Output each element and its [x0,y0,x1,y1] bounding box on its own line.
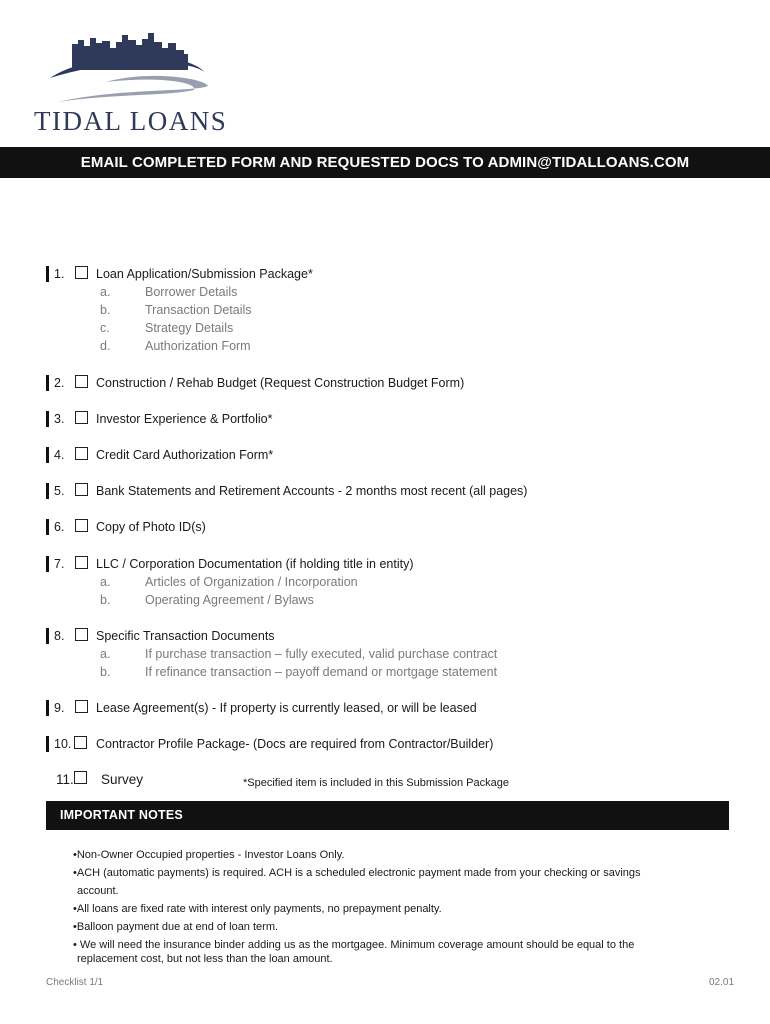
sub-item-text: If refinance transaction – payoff demand or mortgage statement [145,665,498,679]
item-marker-bar [46,483,49,499]
item-number: 2. [54,376,65,390]
sub-item-letter: a. [100,285,111,299]
note-item [73,920,278,934]
note-line: •Balloon payment due at end of loan term. [73,921,279,933]
sub-item-text: Transaction Details [145,303,252,317]
item-checkbox[interactable] [75,411,88,424]
item-label: Investor Experience & Portfolio* [96,412,273,426]
sub-item-text: Strategy Details [145,321,234,335]
item-number: 10. [54,737,72,751]
item-marker-bar [46,519,49,535]
item-marker-bar [46,266,49,282]
item-checkbox[interactable] [75,628,88,641]
note-line: account. [77,885,119,897]
item-marker-bar [46,447,49,463]
sub-item-letter: b. [100,593,111,607]
item-checkbox[interactable] [75,700,88,713]
item-label: Lease Agreement(s) - If property is currently leased, or will be leased [96,701,477,715]
note-line: •Non-Owner Occupied properties - Investor Loans Only. [73,849,345,861]
sub-item-text: Authorization Form [145,339,251,353]
item-marker-bar [46,411,49,427]
item-label: Copy of Photo ID(s) [96,520,206,534]
footnote: *Specified item is included in this Submission Package [243,777,509,789]
sub-item-letter: b. [100,303,111,317]
sub-item-text: Operating Agreement / Bylaws [145,593,314,607]
item-number: 9. [54,701,65,715]
note-line: •ACH (automatic payments) is required. ACH is a scheduled electronic payment made from your checking or savings [73,867,641,879]
item-number: 4. [54,448,65,462]
sub-item-letter: a. [100,647,111,661]
item-number: 8. [54,629,65,643]
item-label: Credit Card Authorization Form* [96,448,274,462]
note-item [73,866,641,898]
sub-item-letter: d. [100,339,111,353]
item-checkbox[interactable] [75,519,88,532]
form-version: 02.01 [709,977,735,988]
item-marker-bar [46,700,49,716]
item-number: 11. [56,772,74,787]
tidal-loans-logo [34,30,228,136]
note-item [73,902,442,916]
email-instruction-banner: EMAIL COMPLETED FORM AND REQUESTED DOCS TO ADMIN@TIDALLOANS.COM [0,147,770,178]
brand-name: TIDAL LOANS [34,106,228,136]
item-checkbox[interactable] [75,266,88,279]
item-label: Specific Transaction Documents [96,629,275,643]
sub-item-text: Articles of Organization / Incorporation [145,575,358,589]
note-item [73,848,344,862]
item-marker-bar [46,628,49,644]
sub-item-letter: b. [100,665,111,679]
item-label: LLC / Corporation Documentation (if holding title in entity) [96,557,414,571]
note-line: • We will need the insurance binder adding us as the mortgagee. Minimum coverage amount should be equal to the [73,939,635,951]
item-label: Construction / Rehab Budget (Request Construction Budget Form) [96,376,465,390]
sub-item-text: If purchase transaction – fully executed, valid purchase contract [145,647,498,661]
item-label: Survey [101,772,144,787]
item-checkbox[interactable] [75,556,88,569]
item-number: 3. [54,412,65,426]
item-number: 5. [54,484,65,498]
page-label: Checklist 1/1 [46,977,104,988]
item-marker-bar [46,736,49,752]
sub-item-letter: c. [100,321,110,335]
item-label: Loan Application/Submission Package* [96,267,313,281]
item-number: 7. [54,557,65,571]
item-label: Bank Statements and Retirement Accounts - 2 months most recent (all pages) [96,484,528,498]
city-skyline-icon [48,30,218,106]
note-line: •All loans are fixed rate with interest only payments, no prepayment penalty. [73,903,442,915]
item-number: 6. [54,520,65,534]
item-marker-bar [46,375,49,391]
note-line: replacement cost, but not less than the loan amount. [77,953,333,965]
item-checkbox[interactable] [75,447,88,460]
item-marker-bar [46,556,49,572]
item-number: 1. [54,267,65,281]
item-checkbox[interactable] [75,375,88,388]
sub-item-letter: a. [100,575,111,589]
item-label: Contractor Profile Package- (Docs are required from Contractor/Builder) [96,737,494,751]
item-checkbox[interactable] [74,736,87,749]
important-notes-header: IMPORTANT NOTES [46,801,729,830]
note-item [73,938,634,966]
item-checkbox[interactable] [75,483,88,496]
sub-item-text: Borrower Details [145,285,238,299]
item-checkbox[interactable] [74,771,87,784]
